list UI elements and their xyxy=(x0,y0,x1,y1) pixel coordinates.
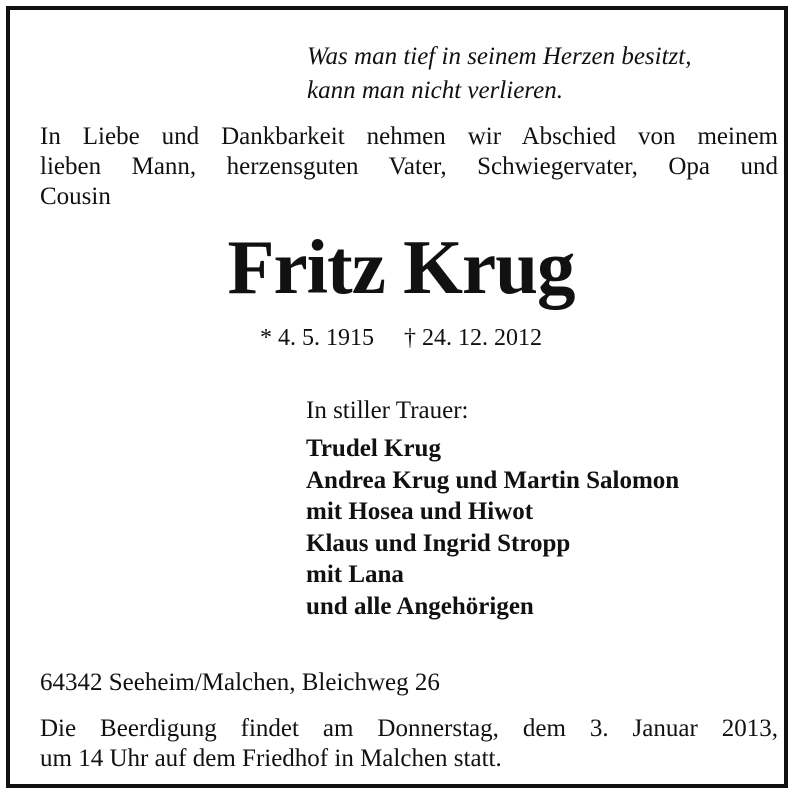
mourner-name: und alle Angehörigen xyxy=(306,592,534,620)
mourner-name: Andrea Krug und Martin Salomon xyxy=(306,466,680,494)
motto-line: Was man tief in seinem Herzen besitzt, xyxy=(307,43,692,70)
farewell-line: In Liebe und Dankbarkeit nehmen wir Abschied von meinem xyxy=(40,123,778,150)
farewell-line: Cousin xyxy=(40,183,111,210)
death-date: † 24. 12. 2012 xyxy=(404,325,542,351)
obituary-notice xyxy=(6,6,788,788)
mourner-name: mit Lana xyxy=(306,561,404,588)
address-line: 64342 Seeheim/Malchen, Bleichweg 26 xyxy=(40,669,440,696)
funeral-line: Die Beerdigung findet am Donnerstag, dem 3. Januar 2013, xyxy=(40,715,778,742)
mourners-list xyxy=(306,433,679,622)
motto-line: kann man nicht verlieren. xyxy=(307,77,563,104)
mourning-label: In stiller Trauer: xyxy=(306,397,469,424)
mourner-name: Klaus und Ingrid Stropp xyxy=(306,529,571,557)
funeral-line: um 14 Uhr auf dem Friedhof in Malchen statt. xyxy=(40,745,502,772)
farewell-text xyxy=(40,122,778,212)
mourner-name: Trudel Krug xyxy=(306,435,441,462)
farewell-line: lieben Mann, herzensguten Vater, Schwiegervater, Opa und xyxy=(40,153,778,180)
funeral-info xyxy=(40,714,778,774)
motto-quote xyxy=(307,40,691,108)
life-dates xyxy=(10,323,792,353)
mourner-name: mit Hosea und Hiwot xyxy=(306,498,534,525)
birth-date: * 4. 5. 1915 xyxy=(260,325,374,351)
deceased-name: Fritz Krug xyxy=(227,224,575,310)
